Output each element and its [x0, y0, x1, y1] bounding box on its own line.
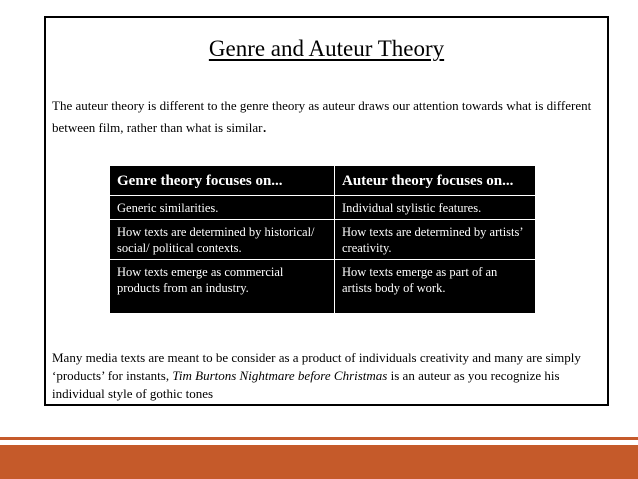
table-row	[110, 196, 536, 220]
film-title-italic: Tim Burtons Nightmare before Christmas	[172, 368, 388, 383]
table-cell-auteur: How texts are determined by artists’ creativity.	[335, 220, 536, 260]
table-row	[110, 220, 536, 260]
table-cell-genre: Generic similarities.	[110, 196, 335, 220]
intro-text: The auteur theory is different to the genre theory as auteur draws our attention towards what is different between film, rather than what is similar	[52, 98, 592, 135]
slide-frame	[44, 16, 609, 406]
table-cell-auteur: How texts emerge as part of an artists body of work.	[335, 260, 536, 314]
table-cell-genre: How texts are determined by historical/ social/ political contexts.	[110, 220, 335, 260]
slide-title: Genre and Auteur Theory	[208, 36, 445, 61]
table-cell-genre: How texts emerge as commercial products from an industry.	[110, 260, 335, 314]
outro-text-end: is an auteur as you recognize his individual style of gothic tones	[52, 368, 560, 401]
outro-text-start: Many media texts are meant to be consider as a product of individuals creativity and many are simply ‘products’ for instants,	[52, 350, 581, 383]
table-row	[110, 260, 536, 314]
comparison-table	[109, 165, 536, 314]
header-auteur: Auteur theory focuses on...	[335, 166, 536, 196]
table-cell-auteur: Individual stylistic features.	[335, 196, 536, 220]
table-header-row	[110, 166, 536, 196]
intro-paragraph	[52, 95, 602, 138]
accent-stripe	[0, 445, 638, 479]
outro-paragraph	[52, 349, 607, 403]
accent-stripe-thin	[0, 437, 638, 440]
header-genre: Genre theory focuses on...	[110, 166, 335, 196]
intro-period: .	[262, 117, 267, 136]
